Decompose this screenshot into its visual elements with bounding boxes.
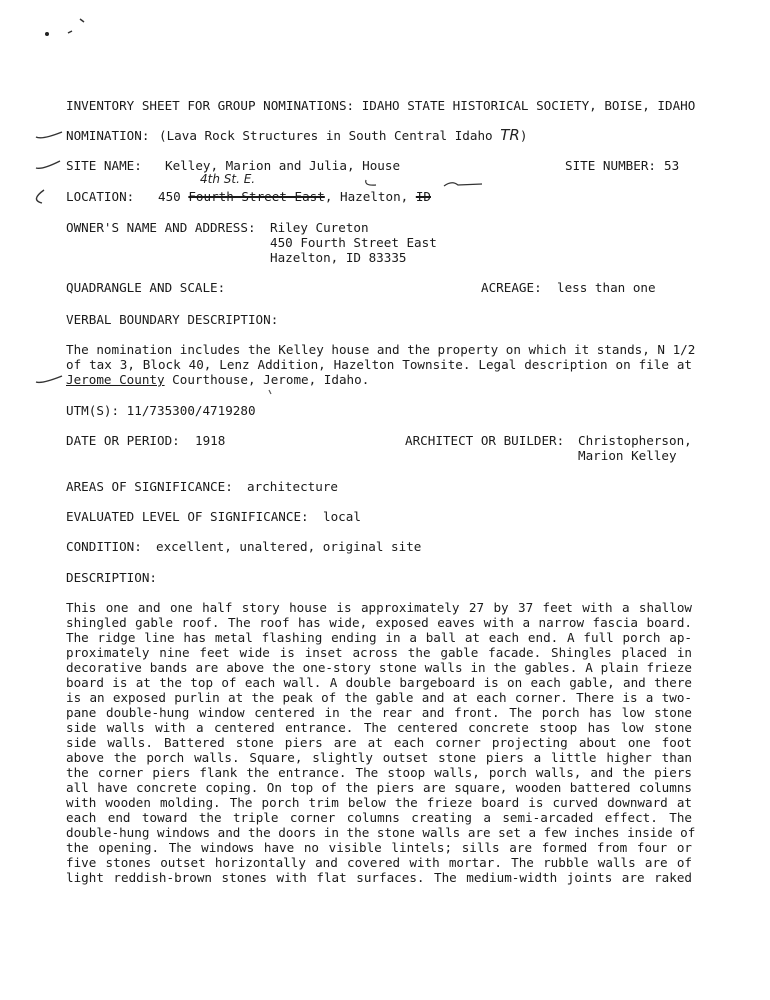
description-line: all have concrete coping. On top of the piers are square, wooden battered columns: [66, 780, 692, 795]
architect-line-2: Marion Kelley: [578, 448, 677, 463]
owner-line-3: Hazelton, ID 83335: [270, 250, 407, 265]
nomination-text: Lava Rock Structures in South Central Idaho: [166, 128, 493, 143]
location-city: , Hazelton,: [324, 189, 409, 204]
description-line: side walls. Battered stone piers are at each corner projecting about one foot: [66, 735, 692, 750]
small-pen-mark: [266, 388, 276, 398]
description-line: decorative bands are above the one-story stone walls in the gables. A plain frieze: [66, 660, 692, 675]
nomination-label: NOMINATION:: [66, 128, 150, 143]
description-label: DESCRIPTION:: [66, 570, 157, 585]
location-state-struck: ID: [415, 189, 431, 204]
handwritten-tr: TR: [500, 126, 520, 144]
level-label: EVALUATED LEVEL OF SIGNIFICANCE:: [66, 509, 309, 524]
location-number: 450: [158, 189, 181, 204]
description-line: This one and one half story house is approximately 27 by 37 feet with a shallow: [66, 600, 692, 615]
check-mark-icon: [30, 188, 60, 206]
architect-label: ARCHITECT OR BUILDER:: [405, 433, 565, 448]
description-line: the corner piers flank the entrance. The stoop walls, porch walls, and the piers: [66, 765, 692, 780]
sheet-header: INVENTORY SHEET FOR GROUP NOMINATIONS: IDAHO STATE HISTORICAL SOCIETY, BOISE, IDAHO: [66, 98, 696, 113]
description-line: is an exposed purlin at the peak of the gable and at each corner. There is a two-: [66, 690, 692, 705]
check-mark-icon: [34, 372, 64, 386]
site-number-value: 53: [664, 158, 680, 173]
verbal-line-1: The nomination includes the Kelley house and the property on which it stands, N 1/2: [66, 342, 696, 357]
description-line: double-hung windows and the doors in the stone walls are set a few inches inside of: [66, 825, 696, 840]
utm: UTM(S): 11/735300/4719280: [66, 403, 256, 418]
areas-value: architecture: [247, 479, 338, 494]
handwritten-location: 4th St. E.: [200, 172, 256, 186]
acreage-value: less than one: [557, 280, 656, 295]
owner-line-2: 450 Fourth Street East: [270, 235, 437, 250]
acreage-label: ACREAGE:: [481, 280, 542, 295]
areas-label: AREAS OF SIGNIFICANCE:: [66, 479, 233, 494]
location-street-struck: Fourth Street East: [188, 189, 325, 204]
description-line: above the porch walls. Square, slightly outset stone piers a little higher than: [66, 750, 692, 765]
description-line: with wooden molding. The porch trim below the frieze board is curved downward at: [66, 795, 692, 810]
condition-label: CONDITION:: [66, 539, 142, 554]
verbal-line-2: of tax 3, Block 40, Lenz Addition, Hazelton Townsite. Legal description on file at: [66, 357, 692, 372]
description-line: pane double-hung window centered in the rear and front. The porch has low stone: [66, 705, 692, 720]
description-line: each end toward the triple corner columns creating a semi-arcaded effect. The: [66, 810, 692, 825]
verbal-line-3-rest: Courthouse, Jerome, Idaho.: [164, 372, 370, 387]
site-name-label: SITE NAME:: [66, 158, 142, 173]
check-mark-icon: [34, 128, 64, 142]
site-number-label: SITE NUMBER:: [565, 158, 656, 173]
quadrangle-label: QUADRANGLE AND SCALE:: [66, 280, 226, 295]
nomination-value: (Lava Rock Structures in South Central Idaho TR): [159, 126, 528, 144]
verbal-boundary-label: VERBAL BOUNDARY DESCRIPTION:: [66, 312, 279, 327]
verbal-line-3: [66, 372, 369, 387]
description-line: proximately nine feet wide is inset across the gable facade. Shingles placed in: [66, 645, 692, 660]
level-value: local: [323, 509, 361, 524]
date-label: DATE OR PERIOD:: [66, 433, 180, 448]
description-line: the opening. The windows have no visible lintels; sills are formed from four or: [66, 840, 692, 855]
stray-pen-marks: [28, 10, 98, 40]
date-value: 1918: [195, 433, 226, 448]
owner-line-1: Riley Cureton: [270, 220, 369, 235]
description-line: light reddish-brown stones with flat surfaces. The medium-width joints are raked: [66, 870, 692, 885]
location-label: LOCATION:: [66, 189, 135, 204]
location-value: [158, 189, 431, 204]
county-underlined: Jerome County: [66, 372, 165, 387]
description-line: shingled gable roof. The roof has wide, exposed eaves with a narrow fascia board.: [66, 615, 692, 630]
check-mark-icon: [34, 158, 64, 172]
description-line: five stones outset horizontally and covered with mortar. The rubble walls are of: [66, 855, 692, 870]
condition-value: excellent, unaltered, original site: [156, 539, 422, 554]
architect-line-1: Christopherson,: [578, 433, 692, 448]
description-line: side walls with a centered entrance. The centered concrete stoop has low stone: [66, 720, 692, 735]
owner-label: OWNER'S NAME AND ADDRESS:: [66, 220, 256, 235]
description-line: board is at the top of each wall. A double bargeboard is on each gable, and there: [66, 675, 692, 690]
site-name-value: Kelley, Marion and Julia, House: [165, 158, 401, 173]
description-line: The ridge line has metal flashing ending in a ball at each end. A full porch ap-: [66, 630, 692, 645]
